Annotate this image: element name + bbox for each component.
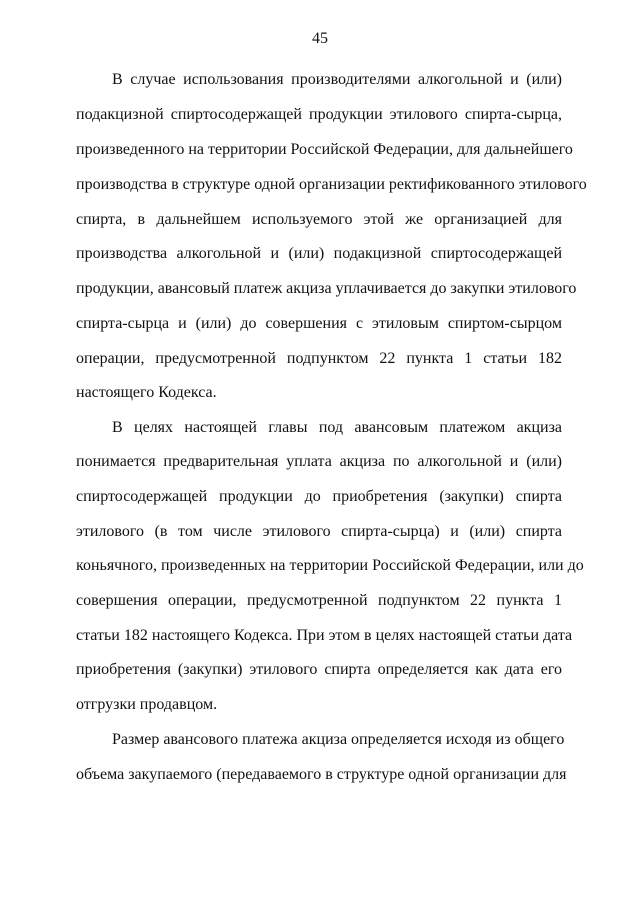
- text-line: коньячного, произведенных на территории Российской Федерации, или до: [76, 557, 584, 574]
- text-line: произведенного на территории Российской Федерации, для дальнейшего: [76, 141, 573, 158]
- text-line: совершения операции, предусмотренной подпунктом 22 пункта 1: [76, 592, 562, 609]
- text-line: В случае использования производителями алкогольной и (или): [112, 71, 562, 88]
- text-line: объема закупаемого (передаваемого в структуре одной организации для: [76, 766, 567, 783]
- text-line: производства алкогольной и (или) подакцизной спиртосодержащей: [76, 245, 562, 262]
- text-line: подакцизной спиртосодержащей продукции этилового спирта-сырца,: [76, 106, 562, 123]
- text-line: этилового (в том числе этилового спирта-сырца) и (или) спирта: [76, 523, 562, 540]
- page-number: 45: [312, 30, 328, 47]
- text-line: настоящего Кодекса.: [76, 384, 217, 401]
- text-line: продукции, авансовый платеж акциза уплачивается до закупки этилового: [76, 280, 577, 297]
- text-line: производства в структуре одной организации ректификованного этилового: [76, 176, 587, 193]
- text-line: спирта, в дальнейшем используемого этой же организацией для: [76, 211, 562, 228]
- text-line: Размер авансового платежа акциза определяется исходя из общего: [112, 731, 565, 748]
- text-line: операции, предусмотренной подпунктом 22 пункта 1 статьи 182: [76, 350, 562, 367]
- text-line: спиртосодержащей продукции до приобретения (закупки) спирта: [76, 488, 562, 505]
- text-line: В целях настоящей главы под авансовым платежом акциза: [112, 419, 562, 436]
- text-line: отгрузки продавцом.: [76, 696, 218, 713]
- text-line: приобретения (закупки) этилового спирта определяется как дата его: [76, 661, 562, 678]
- text-line: понимается предварительная уплата акциза по алкогольной и (или): [76, 453, 562, 470]
- text-line: статьи 182 настоящего Кодекса. При этом в целях настоящей статьи дата: [76, 627, 573, 644]
- text-line: спирта-сырца и (или) до совершения с этиловым спиртом-сырцом: [76, 315, 562, 332]
